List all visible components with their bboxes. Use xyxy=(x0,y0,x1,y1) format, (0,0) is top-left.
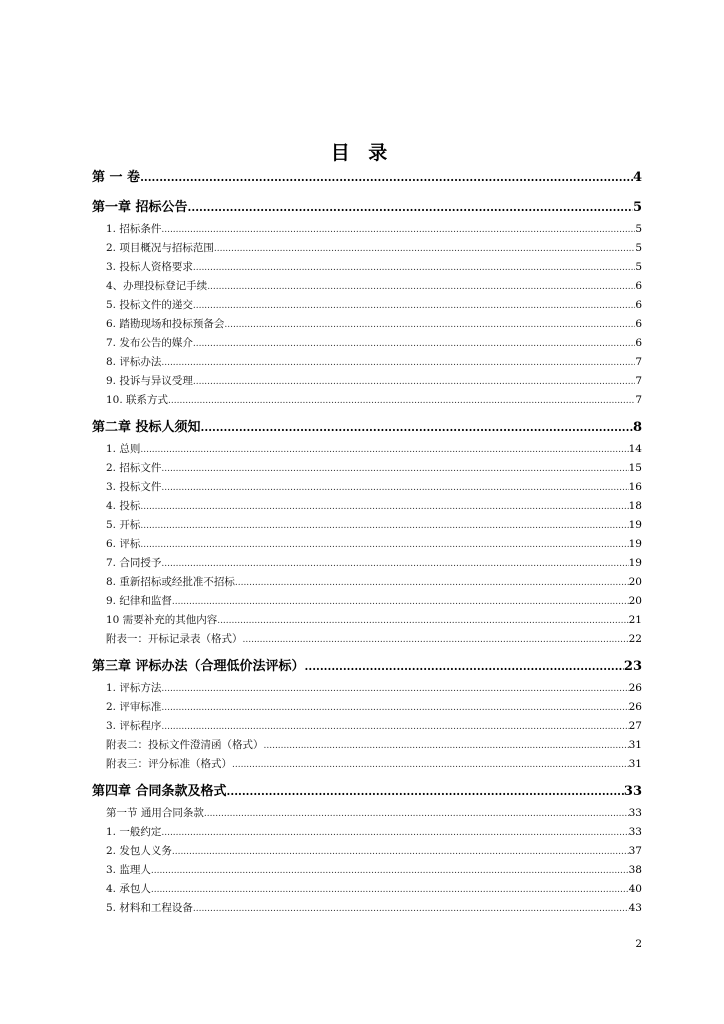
toc-entry-label: 4、办理投标登记手续 xyxy=(106,280,208,292)
toc-section-entry[interactable] xyxy=(92,372,642,391)
toc-entry-page: 5 xyxy=(635,223,642,235)
toc-entry-page: 20 xyxy=(628,595,642,607)
toc-entry-page: 31 xyxy=(628,739,642,751)
toc-leader-dots xyxy=(207,278,635,296)
toc-section-entry[interactable] xyxy=(92,899,642,918)
toc-entry-page: 14 xyxy=(628,443,642,455)
toc-leader-dots xyxy=(161,699,628,717)
toc-chapter-entry[interactable] xyxy=(92,166,642,190)
toc-entry-label: 9. 纪律和监督 xyxy=(106,595,172,607)
toc-entry-page: 43 xyxy=(628,902,642,914)
toc-entry-label: 2. 项目概况与招标范围 xyxy=(106,242,214,254)
toc-section-entry[interactable] xyxy=(92,717,642,736)
toc-entry-page: 18 xyxy=(628,500,642,512)
toc-section-entry[interactable] xyxy=(92,315,642,334)
toc-entry-label: 3. 监理人 xyxy=(106,864,151,876)
toc-entry-page: 6 xyxy=(635,318,642,330)
toc-entry-label: 第一章 招标公告 xyxy=(92,200,188,215)
toc-leader-dots xyxy=(264,737,629,755)
toc-leader-dots xyxy=(235,574,629,592)
toc-chapter-entry[interactable] xyxy=(92,416,642,440)
toc-leader-dots xyxy=(161,680,628,698)
toc-entry-label: 6. 评标 xyxy=(106,538,141,550)
toc-leader-dots xyxy=(161,555,628,573)
toc-leader-dots xyxy=(140,441,628,459)
toc-entry-label: 3. 评标程序 xyxy=(106,720,162,732)
toc-entry-page: 33 xyxy=(628,807,642,819)
toc-leader-dots xyxy=(172,843,629,861)
toc-entry-page: 20 xyxy=(628,576,642,588)
toc-section-entry[interactable] xyxy=(92,573,642,592)
toc-leader-dots xyxy=(172,593,629,611)
toc-entry-label: 3. 投标文件 xyxy=(106,481,162,493)
toc-entry-label: 附表三：评分标准（格式） xyxy=(106,758,232,770)
toc-entry-label: 4. 承包人 xyxy=(106,883,151,895)
toc-leader-dots xyxy=(161,354,635,372)
toc-entry-label: 2. 发包人义务 xyxy=(106,845,172,857)
toc-entry-page: 37 xyxy=(628,845,642,857)
page-number: 2 xyxy=(635,938,642,950)
toc-section-entry[interactable] xyxy=(92,755,642,774)
toc-section-entry[interactable] xyxy=(92,478,642,497)
toc-entry-page: 21 xyxy=(628,614,642,626)
toc-leader-dots xyxy=(217,612,628,630)
toc-chapter-entry[interactable] xyxy=(92,655,642,679)
toc-entry-page: 5 xyxy=(632,200,642,215)
toc-section-entry[interactable] xyxy=(92,861,642,880)
toc-section-entry[interactable] xyxy=(92,440,642,459)
toc-entry-page: 23 xyxy=(623,659,642,674)
toc-entry-label: 第四章 合同条款及格式 xyxy=(92,784,227,799)
toc-entry-page: 6 xyxy=(635,337,642,349)
toc-leader-dots xyxy=(188,196,633,220)
toc-entry-page: 19 xyxy=(628,557,642,569)
toc-section-entry[interactable] xyxy=(92,497,642,516)
toc-entry-label: 10. 联系方式 xyxy=(106,394,169,406)
toc-section-entry[interactable] xyxy=(92,334,642,353)
toc-entry-label: 附表一：开标记录表（格式） xyxy=(106,633,243,645)
toc-leader-dots xyxy=(224,316,635,334)
toc-leader-dots xyxy=(243,631,629,649)
toc-section-entry[interactable] xyxy=(92,535,642,554)
toc-leader-dots xyxy=(193,335,635,353)
toc-leader-dots xyxy=(305,655,624,679)
toc-section-entry[interactable] xyxy=(92,220,642,239)
toc-section-entry[interactable] xyxy=(92,736,642,755)
toc-entry-page: 38 xyxy=(628,864,642,876)
toc-entry-page: 7 xyxy=(635,394,642,406)
toc-entry-label: 第三章 评标办法（合理低价法评标） xyxy=(92,659,305,674)
toc-leader-dots xyxy=(193,373,635,391)
toc-entry-label: 5. 投标文件的递交 xyxy=(106,299,193,311)
toc-entry-label: 8. 重新招标或经批准不招标 xyxy=(106,576,235,588)
toc-leader-dots xyxy=(161,221,635,239)
toc-section-entry[interactable] xyxy=(92,554,642,573)
toc-section-entry[interactable] xyxy=(92,353,642,372)
toc-entry-page: 33 xyxy=(623,784,642,799)
toc-leader-dots xyxy=(193,297,635,315)
toc-entry-label: 2. 招标文件 xyxy=(106,462,162,474)
toc-leader-dots xyxy=(193,259,635,277)
toc-leader-dots xyxy=(204,805,629,823)
toc-leader-dots xyxy=(151,862,629,880)
toc-entry-page: 26 xyxy=(628,701,642,713)
toc-section-entry[interactable] xyxy=(92,592,642,611)
toc-entry-page: 5 xyxy=(635,242,642,254)
toc-entry-label: 7. 合同授予 xyxy=(106,557,162,569)
toc-entry-label: 5. 开标 xyxy=(106,519,141,531)
toc-entry-page: 26 xyxy=(628,682,642,694)
toc-entry-page: 8 xyxy=(632,420,642,435)
toc-entry-label: 1. 评标方法 xyxy=(106,682,162,694)
toc-leader-dots xyxy=(168,392,635,410)
toc-entry-label: 2. 评审标准 xyxy=(106,701,162,713)
toc-entry-page: 4 xyxy=(632,170,642,185)
toc-leader-dots xyxy=(161,718,628,736)
toc-entry-page: 19 xyxy=(628,519,642,531)
toc-section-entry[interactable] xyxy=(92,239,642,258)
toc-entry-label: 3. 投标人资格要求 xyxy=(106,261,193,273)
toc-entry-label: 1. 一般约定 xyxy=(106,826,162,838)
table-of-contents xyxy=(92,166,642,918)
toc-entry-page: 6 xyxy=(635,299,642,311)
toc-leader-dots xyxy=(227,780,624,804)
toc-title: 目 录 xyxy=(330,142,394,164)
toc-section-entry[interactable] xyxy=(92,880,642,899)
toc-entry-page: 33 xyxy=(628,826,642,838)
toc-section-entry[interactable] xyxy=(92,277,642,296)
toc-entry-label: 7. 发布公告的媒介 xyxy=(106,337,193,349)
toc-entry-label: 9. 投诉与异议受理 xyxy=(106,375,193,387)
toc-chapter-entry[interactable] xyxy=(92,780,642,804)
toc-entry-label: 附表二：投标文件澄清函（格式） xyxy=(106,739,264,751)
toc-leader-dots xyxy=(140,166,633,190)
toc-section-entry[interactable] xyxy=(92,258,642,277)
toc-section-entry[interactable] xyxy=(92,823,642,842)
toc-entry-label: 10 需要补充的其他内容 xyxy=(106,614,218,626)
toc-section-entry[interactable] xyxy=(92,698,642,717)
toc-entry-label: 8. 评标办法 xyxy=(106,356,162,368)
toc-leader-dots xyxy=(161,479,628,497)
toc-leader-dots xyxy=(151,881,629,899)
toc-entry-page: 40 xyxy=(628,883,642,895)
toc-entry-page: 31 xyxy=(628,758,642,770)
toc-leader-dots xyxy=(140,536,628,554)
toc-leader-dots xyxy=(161,824,628,842)
toc-leader-dots xyxy=(161,460,628,478)
toc-leader-dots xyxy=(140,517,628,535)
toc-entry-label: 1. 招标条件 xyxy=(106,223,162,235)
toc-leader-dots xyxy=(193,900,629,918)
toc-entry-label: 4. 投标 xyxy=(106,500,141,512)
toc-leader-dots xyxy=(201,416,633,440)
toc-entry-page: 19 xyxy=(628,538,642,550)
toc-entry-label: 5. 材料和工程设备 xyxy=(106,902,193,914)
toc-section-entry[interactable] xyxy=(92,516,642,535)
toc-entry-label: 第 一 卷 xyxy=(92,170,141,185)
toc-section-entry[interactable] xyxy=(92,804,642,823)
toc-chapter-entry[interactable] xyxy=(92,196,642,220)
toc-section-entry[interactable] xyxy=(92,842,642,861)
toc-section-entry[interactable] xyxy=(92,296,642,315)
toc-entry-label: 1. 总则 xyxy=(106,443,141,455)
toc-leader-dots xyxy=(140,498,628,516)
toc-section-entry[interactable] xyxy=(92,459,642,478)
toc-section-entry[interactable] xyxy=(92,679,642,698)
toc-section-entry[interactable] xyxy=(92,611,642,630)
toc-entry-label: 第一节 通用合同条款 xyxy=(106,807,204,819)
toc-entry-page: 7 xyxy=(635,375,642,387)
toc-leader-dots xyxy=(214,240,635,258)
toc-leader-dots xyxy=(232,756,629,774)
toc-entry-page: 27 xyxy=(628,720,642,732)
toc-entry-label: 第二章 投标人须知 xyxy=(92,420,201,435)
toc-entry-label: 6. 踏勘现场和投标预备会 xyxy=(106,318,225,330)
toc-entry-page: 7 xyxy=(635,356,642,368)
toc-section-entry[interactable] xyxy=(92,391,642,410)
toc-entry-page: 5 xyxy=(635,261,642,273)
toc-entry-page: 22 xyxy=(628,633,642,645)
toc-entry-page: 16 xyxy=(628,481,642,493)
toc-entry-page: 15 xyxy=(628,462,642,474)
toc-section-entry[interactable] xyxy=(92,630,642,649)
toc-entry-page: 6 xyxy=(635,280,642,292)
